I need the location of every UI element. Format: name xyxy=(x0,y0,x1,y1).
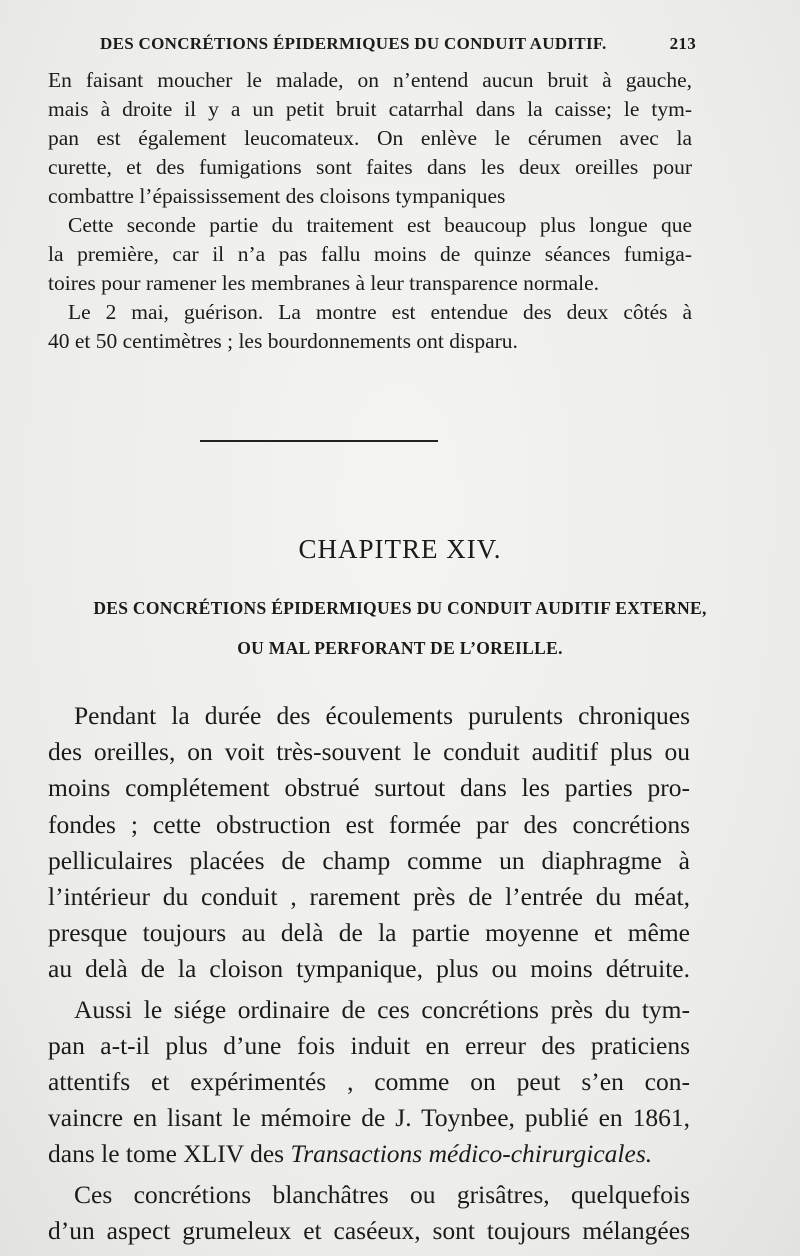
running-title: DES CONCRÉTIONS ÉPIDERMIQUES DU CONDUIT AUDITIF. xyxy=(100,34,607,53)
text-line: vaincre en lisant le mémoire de J. Toynbee, publié en 1861, xyxy=(48,1103,690,1133)
paragraph-3 xyxy=(48,1177,690,1249)
paragraph-2 xyxy=(48,211,692,298)
text-line: l’intérieur du conduit , rarement près de l’entrée du méat, xyxy=(48,882,690,912)
text-line: au delà de la cloison tympanique, plus ou moins détruite. xyxy=(48,954,690,984)
text-line: pan est également leucomateux. On enlève le cérumen avec la xyxy=(48,126,692,150)
text-line: 40 et 50 centimètres ; les bourdonnements ont disparu. xyxy=(48,329,518,353)
text-line: des oreilles, on voit très-souvent le conduit auditif plus ou xyxy=(48,737,690,767)
text-line: Aussi le siége ordinaire de ces concrétions près du tym- xyxy=(74,994,690,1024)
text-line: Cette seconde partie du traitement est beaucoup plus longue que xyxy=(68,213,692,237)
text-line: mais à droite il y a un petit bruit catarrhal dans la caisse; le tym- xyxy=(48,97,692,121)
text-line: fondes ; cette obstruction est formée par des concrétions xyxy=(48,809,690,839)
case-conclusion-text xyxy=(48,66,692,356)
chapter-body-text xyxy=(48,698,690,1249)
text-line: Ces concrétions blanchâtres ou grisâtres, quelquefois xyxy=(74,1179,690,1209)
paragraph-3 xyxy=(48,298,692,356)
text-line: combattre l’épaississement des cloisons tympaniques xyxy=(48,184,506,208)
page-number: 213 xyxy=(669,34,696,53)
chapter-subtitle-line-2: OU MAL PERFORANT DE L’OREILLE. xyxy=(237,638,563,658)
text-line: toires pour ramener les membranes à leur transparence normale. xyxy=(48,271,599,295)
running-header xyxy=(100,34,696,54)
paragraph-1 xyxy=(48,698,690,988)
journal-title: Transactions médico-chirurgicales. xyxy=(290,1139,653,1169)
text-line: moins complétement obstrué surtout dans les parties pro- xyxy=(48,773,690,803)
text-line: d’un aspect grumeleux et caséeux, sont toujours mélangées xyxy=(48,1215,690,1245)
text-line: Le 2 mai, guérison. La montre est entendue des deux côtés à xyxy=(68,300,692,324)
paragraph-2 xyxy=(48,992,690,1173)
text-line: pan a-t-il plus d’une fois induit en erreur des praticiens xyxy=(48,1030,690,1060)
section-divider xyxy=(200,440,438,442)
text-line: presque toujours au delà de la partie moyenne et même xyxy=(48,918,690,948)
text-line: curette, et des fumigations sont faites dans les deux oreilles pour xyxy=(48,155,692,179)
text-line: attentifs et expérimentés , comme on peut s’en con- xyxy=(48,1067,690,1097)
chapter-subtitle-line-1: DES CONCRÉTIONS ÉPIDERMIQUES DU CONDUIT AUDITIF EXTERNE, xyxy=(93,598,707,618)
paragraph-1 xyxy=(48,66,692,211)
text-line xyxy=(48,1136,690,1172)
chapter-heading: CHAPITRE XIV. xyxy=(298,534,502,564)
text-line: pelliculaires placées de champ comme un diaphragme à xyxy=(48,845,690,875)
text-line: la première, car il n’a pas fallu moins de quinze séances fumiga- xyxy=(48,242,692,266)
citation-prefix: dans le tome XLIV des xyxy=(48,1139,291,1169)
text-line: En faisant moucher le malade, on n’entend aucun bruit à gauche, xyxy=(48,68,692,92)
text-line: Pendant la durée des écoulements purulents chroniques xyxy=(74,701,690,730)
